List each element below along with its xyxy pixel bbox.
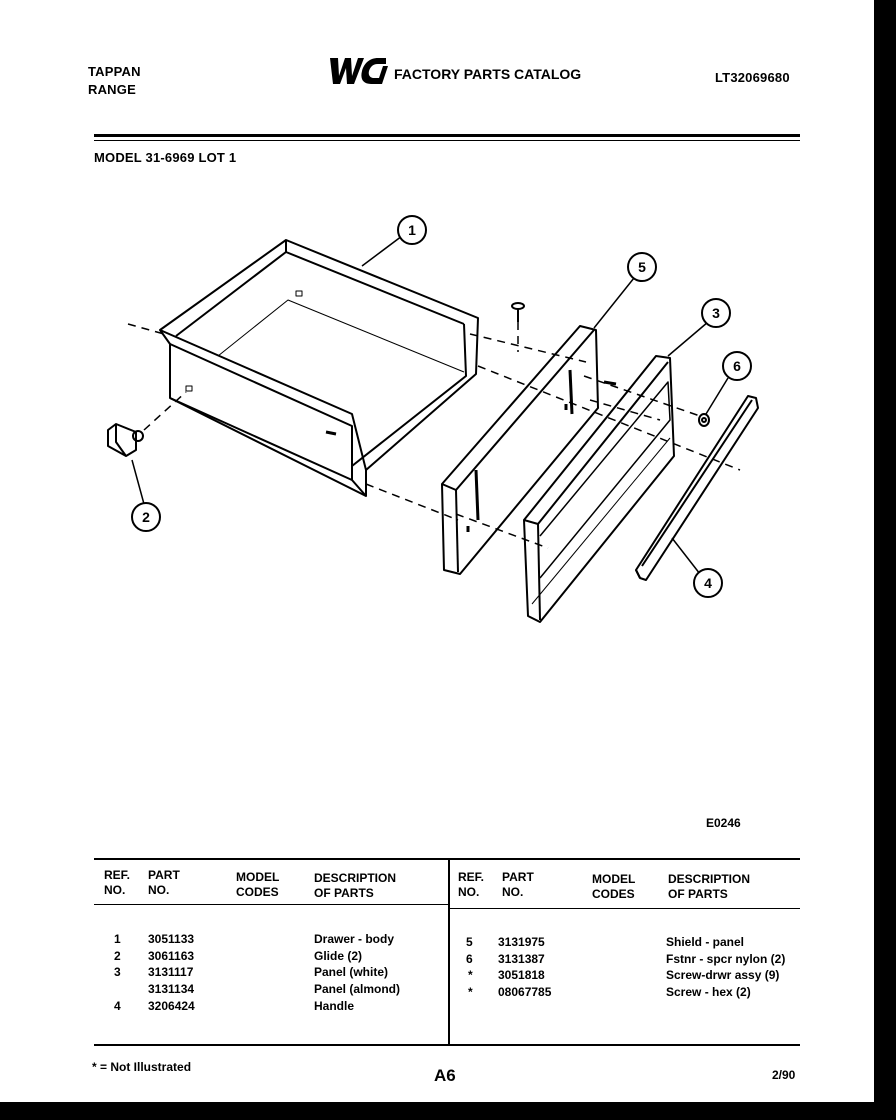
date-code: 2/90	[772, 1068, 796, 1082]
drawer-body-part	[160, 240, 478, 496]
brand-label: TAPPAN	[88, 64, 141, 79]
callout-3: 3	[712, 305, 720, 321]
product-label: RANGE	[88, 82, 136, 97]
spacer-part	[699, 414, 709, 426]
col-header-ref-right: REF. NO.	[458, 870, 485, 899]
table-header-rule-right	[450, 908, 800, 909]
catalog-number: LT32069680	[715, 70, 790, 85]
col-header-model: MODEL CODES	[236, 870, 280, 899]
callout-2: 2	[142, 509, 150, 525]
screw-part	[512, 303, 524, 322]
col-header-model-right: MODEL CODES	[592, 872, 636, 901]
footnote: * = Not Illustrated	[92, 1060, 192, 1074]
table-header-rule-left	[94, 904, 448, 905]
callout-5: 5	[638, 259, 646, 275]
callout-6: 6	[733, 358, 741, 374]
callout-1: 1	[408, 222, 416, 238]
col-header-part-right: PART NO.	[502, 870, 534, 899]
page-number: A6	[434, 1066, 456, 1085]
glide-part	[108, 424, 143, 456]
col-header-part: PART NO.	[148, 868, 180, 897]
callout-4: 4	[704, 575, 712, 591]
col-header-description: DESCRIPTION OF PARTS	[314, 871, 397, 900]
catalog-title: FACTORY PARTS CATALOG	[394, 66, 582, 82]
model-label: MODEL 31-6969 LOT 1	[94, 150, 237, 165]
table-divider	[448, 858, 450, 1044]
table-top-rule	[94, 858, 800, 860]
col-header-description-right: DESCRIPTION OF PARTS	[668, 872, 751, 901]
catalog-page: TAPPAN RANGE FACTORY PARTS CATALOG LT32069680 MODEL 31-6969 LOT 1 1 5 3 6 4 2 E0246 REF. NO. PART NO. MODEL CODES DESCRIPTION OF PARTS REF. NO. PART NO. MODEL CODES DESCRIPTION OF PARTS 1 3051133 Drawer - body 2 3061163 Glide (2) 3 3131117 Panel (white) 3131134 Panel (almond) 4 3206424 Handle 5 3131975 Shield - panel 6 3131387 Fstnr - spcr nylon (2) * 3051818 Screw-drwr assy (9) * 08067785 Screw - hex (2) * = Not Illustrated A6 2/90	[0, 0, 874, 1102]
col-header-ref: REF. NO.	[104, 868, 131, 897]
footer-rule	[94, 1044, 800, 1046]
diagram-code: E0246	[706, 816, 741, 830]
